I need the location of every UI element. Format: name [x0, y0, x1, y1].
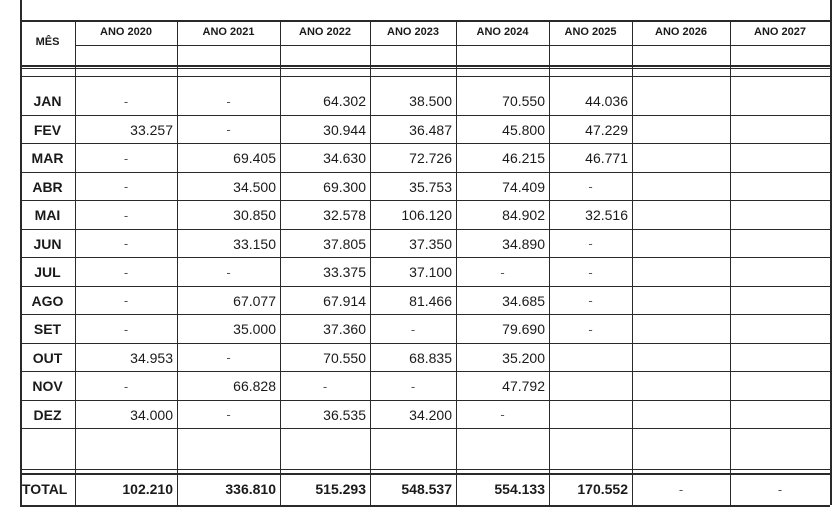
- monthly-value-text: 33.150: [233, 235, 276, 252]
- month-label-text: AGO: [31, 292, 64, 309]
- month-label-text: MAR: [31, 150, 64, 167]
- monthly-value: [456, 372, 545, 401]
- empty-value-dash-text: -: [588, 236, 593, 252]
- empty-value-dash-text: -: [410, 321, 416, 337]
- empty-value-dash-text: -: [123, 207, 129, 223]
- empty-value-dash-text: -: [226, 93, 231, 109]
- monthly-value: [370, 201, 452, 230]
- monthly-value-text: 37.360: [323, 321, 366, 338]
- empty-value-dash: [370, 372, 456, 401]
- empty-value-dash: [75, 87, 177, 116]
- top-right-stub: [830, 0, 832, 20]
- monthly-value-text: 66.828: [233, 378, 276, 395]
- empty-value-dash: [456, 258, 549, 287]
- month-label: [20, 230, 75, 259]
- monthly-value-text: 64.302: [323, 93, 366, 110]
- empty-value-dash: [456, 401, 549, 430]
- monthly-value: [280, 144, 366, 173]
- empty-value-dash-text: -: [123, 179, 129, 195]
- monthly-value: [280, 258, 366, 287]
- blank-row-bottom-border: [20, 469, 830, 470]
- year-header-7-text: ANO 2027: [754, 26, 806, 38]
- empty-value-dash-text: -: [226, 122, 231, 138]
- month-label: [20, 144, 75, 173]
- monthly-value-text: 47.229: [585, 121, 628, 138]
- monthly-value-text: 33.257: [130, 121, 173, 138]
- empty-value-dash-text: -: [226, 264, 231, 280]
- column-border: [632, 20, 633, 505]
- monthly-value: [370, 144, 452, 173]
- monthly-value: [549, 144, 628, 173]
- empty-value-dash: [549, 230, 632, 259]
- empty-value-dash: [75, 258, 177, 287]
- monthly-value: [456, 287, 545, 316]
- monthly-value: [370, 258, 452, 287]
- empty-value-dash-text: -: [123, 150, 129, 166]
- monthly-value-text: 35.753: [409, 178, 452, 195]
- monthly-value-text: 35.200: [502, 349, 545, 366]
- total-value-text: 170.552: [577, 481, 628, 497]
- monthly-value-text: 36.487: [409, 121, 452, 138]
- monthly-value: [75, 344, 173, 373]
- monthly-value-text: 84.902: [502, 207, 545, 224]
- monthly-value-text: 32.578: [323, 207, 366, 224]
- band-top-border: [20, 68, 830, 69]
- total-value-text: 548.537: [401, 481, 452, 497]
- month-label-text: DEZ: [33, 406, 62, 423]
- monthly-value: [370, 287, 452, 316]
- monthly-value: [370, 87, 452, 116]
- month-label: [20, 315, 75, 344]
- monthly-value-text: 36.535: [323, 406, 366, 423]
- year-header-2: [280, 20, 370, 45]
- month-label-text: SET: [33, 321, 62, 338]
- empty-value-dash-text: -: [123, 236, 129, 252]
- empty-value-dash: [177, 87, 280, 116]
- month-label-text: OUT: [32, 349, 63, 366]
- monthly-value-text: 37.350: [409, 235, 452, 252]
- month-label: [20, 287, 75, 316]
- empty-value-dash: [75, 144, 177, 173]
- total-value-text: 515.293: [315, 481, 366, 497]
- empty-value-dash: [549, 287, 632, 316]
- total-dash: [730, 473, 830, 505]
- month-label-text: JAN: [33, 93, 62, 110]
- monthly-value-text: 69.300: [323, 178, 366, 195]
- monthly-value: [280, 173, 366, 202]
- empty-value-dash: [75, 315, 177, 344]
- header-divider: [75, 45, 830, 46]
- top-left-stub: [20, 0, 22, 20]
- monthly-value-text: 81.466: [409, 292, 452, 309]
- year-header-7: [730, 20, 830, 45]
- empty-value-dash-text: -: [500, 407, 505, 423]
- monthly-value-text: 44.036: [585, 93, 628, 110]
- empty-value-dash: [75, 201, 177, 230]
- total-value-text: 102.210: [122, 481, 173, 497]
- month-label-text: JUN: [33, 235, 62, 252]
- monthly-value-text: 32.516: [585, 207, 628, 224]
- total-value: [370, 473, 452, 505]
- month-label: [20, 87, 75, 116]
- total-value: [549, 473, 628, 505]
- empty-value-dash-text: -: [322, 378, 328, 394]
- year-header-3-text: ANO 2023: [387, 26, 439, 38]
- monthly-value: [549, 87, 628, 116]
- empty-value-dash-text: -: [226, 350, 231, 366]
- monthly-value-text: 72.726: [409, 150, 452, 167]
- month-label-text: ABR: [32, 178, 63, 195]
- monthly-value-text: 34.500: [233, 178, 276, 195]
- total-value-text: 554.133: [494, 481, 545, 497]
- empty-value-dash-text: -: [123, 264, 129, 280]
- empty-value-dash: [280, 372, 370, 401]
- month-label: [20, 372, 75, 401]
- monthly-value-text: 46.215: [502, 150, 545, 167]
- empty-value-dash: [75, 372, 177, 401]
- total-label: [22, 473, 75, 505]
- empty-value-dash: [75, 287, 177, 316]
- empty-value-dash: [549, 315, 632, 344]
- empty-value-dash-text: -: [226, 407, 231, 423]
- monthly-value-text: 34.685: [502, 292, 545, 309]
- empty-value-dash-text: -: [500, 264, 505, 280]
- month-label-text: JUL: [34, 264, 61, 281]
- empty-value-dash: [177, 401, 280, 430]
- column-border: [730, 20, 731, 505]
- month-column-header: [20, 20, 75, 65]
- monthly-value-text: 37.805: [323, 235, 366, 252]
- year-header-0: [75, 20, 177, 45]
- monthly-value-text: 46.771: [585, 150, 628, 167]
- empty-value-dash-text: -: [123, 321, 129, 337]
- monthly-value: [280, 87, 366, 116]
- monthly-value: [75, 401, 173, 430]
- monthly-value-text: 106.120: [401, 207, 452, 224]
- monthly-value: [456, 315, 545, 344]
- monthly-value: [177, 230, 276, 259]
- month-label: [20, 173, 75, 202]
- empty-value-dash: [370, 315, 456, 344]
- monthly-value: [177, 173, 276, 202]
- empty-value-dash-text: -: [123, 378, 129, 394]
- total-value-text: 336.810: [225, 481, 276, 497]
- monthly-value: [549, 201, 628, 230]
- year-header-1: [177, 20, 280, 45]
- monthly-value-text: 79.690: [502, 321, 545, 338]
- monthly-value-text: 67.914: [323, 292, 366, 309]
- month-label-text: FEV: [33, 121, 62, 138]
- empty-value-dash: [549, 258, 632, 287]
- empty-value-dash: [75, 230, 177, 259]
- year-header-6-text: ANO 2026: [655, 26, 707, 38]
- month-label-text: MAI: [34, 207, 61, 224]
- monthly-value: [370, 401, 452, 430]
- monthly-value-text: 30.850: [233, 207, 276, 224]
- monthly-value-text: 34.953: [130, 349, 173, 366]
- monthly-value-text: 74.409: [502, 178, 545, 195]
- monthly-value-text: 68.835: [409, 349, 452, 366]
- monthly-value-text: 70.550: [502, 93, 545, 110]
- monthly-value: [177, 144, 276, 173]
- monthly-value: [280, 287, 366, 316]
- empty-value-dash-text: -: [588, 293, 593, 309]
- total-label-text: TOTAL: [22, 481, 68, 497]
- total-value: [456, 473, 545, 505]
- month-label: [20, 116, 75, 145]
- column-border: [830, 20, 832, 505]
- monthly-value: [280, 344, 366, 373]
- monthly-value: [549, 116, 628, 145]
- total-dash: [632, 473, 730, 505]
- year-header-5-text: ANO 2025: [564, 26, 617, 38]
- month-column-header-text: MÊS: [35, 36, 60, 48]
- monthly-value-text: 47.792: [502, 378, 545, 395]
- monthly-value: [370, 230, 452, 259]
- month-label: [20, 258, 75, 287]
- empty-value-dash-text: -: [588, 264, 593, 280]
- total-value: [75, 473, 173, 505]
- monthly-value: [280, 401, 366, 430]
- empty-value-dash: [177, 116, 280, 145]
- year-header-1-text: ANO 2021: [202, 26, 255, 38]
- total-value: [280, 473, 366, 505]
- monthly-value-text: 34.200: [409, 406, 452, 423]
- year-header-5: [549, 20, 632, 45]
- month-label: [20, 344, 75, 373]
- total-value: [177, 473, 276, 505]
- monthly-value: [177, 372, 276, 401]
- month-label-text: NOV: [32, 378, 63, 395]
- monthly-value-text: 69.405: [233, 150, 276, 167]
- monthly-value: [280, 201, 366, 230]
- empty-value-dash-text: -: [588, 179, 593, 195]
- monthly-value-text: 35.000: [233, 321, 276, 338]
- year-header-4: [456, 20, 549, 45]
- monthly-value: [280, 230, 366, 259]
- year-header-6: [632, 20, 730, 45]
- monthly-value-text: 33.375: [323, 264, 366, 281]
- monthly-value-text: 30.944: [323, 121, 366, 138]
- empty-value-dash: [177, 344, 280, 373]
- year-header-4-text: ANO 2024: [476, 26, 529, 38]
- monthly-value: [75, 116, 173, 145]
- empty-value-dash-text: -: [588, 321, 593, 337]
- monthly-value: [456, 201, 545, 230]
- monthly-value: [370, 116, 452, 145]
- monthly-value-text: 34.630: [323, 150, 366, 167]
- monthly-value: [456, 344, 545, 373]
- month-label: [20, 401, 75, 430]
- monthly-value: [280, 116, 366, 145]
- empty-value-dash: [177, 258, 280, 287]
- year-header-3: [370, 20, 456, 45]
- monthly-value: [370, 344, 452, 373]
- empty-value-dash-text: -: [123, 93, 129, 109]
- monthly-value: [280, 315, 366, 344]
- month-label: [20, 201, 75, 230]
- monthly-value: [456, 87, 545, 116]
- empty-value-dash-text: -: [410, 378, 416, 394]
- monthly-value-text: 34.000: [130, 406, 173, 423]
- monthly-value: [177, 315, 276, 344]
- year-header-2-text: ANO 2022: [299, 26, 351, 38]
- monthly-value: [370, 173, 452, 202]
- year-header-0-text: ANO 2020: [100, 26, 152, 38]
- total-dash-text: -: [777, 481, 783, 497]
- band-bottom-border: [20, 76, 830, 77]
- monthly-value-text: 45.800: [502, 121, 545, 138]
- monthly-value: [456, 144, 545, 173]
- monthly-value-text: 38.500: [409, 93, 452, 110]
- monthly-value: [177, 201, 276, 230]
- monthly-value: [456, 173, 545, 202]
- empty-value-dash: [75, 173, 177, 202]
- subheader-bottom-border: [20, 65, 830, 67]
- monthly-value-text: 67.077: [233, 292, 276, 309]
- table-bottom-border: [20, 505, 830, 507]
- monthly-value-text: 37.100: [409, 264, 452, 281]
- monthly-value: [456, 230, 545, 259]
- monthly-value: [456, 116, 545, 145]
- total-dash-text: -: [678, 481, 684, 497]
- empty-value-dash: [549, 173, 632, 202]
- monthly-value-text: 34.890: [502, 235, 545, 252]
- monthly-value-text: 70.550: [323, 349, 366, 366]
- empty-value-dash-text: -: [123, 293, 129, 309]
- monthly-value: [177, 287, 276, 316]
